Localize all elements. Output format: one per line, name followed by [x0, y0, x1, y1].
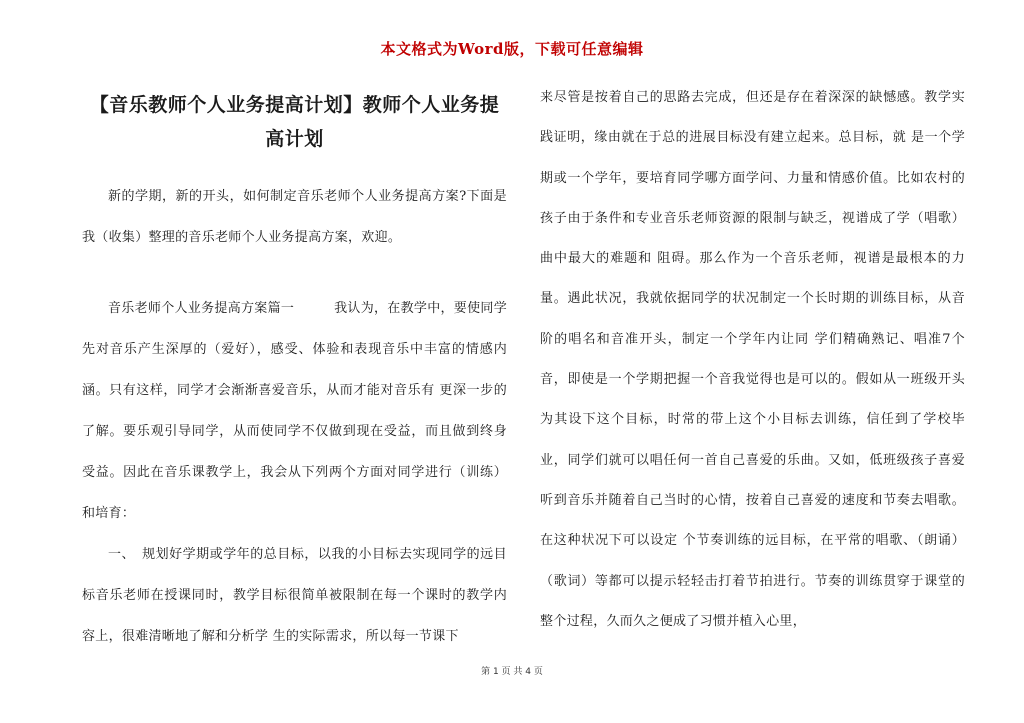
document-title: 【音乐教师个人业务提高计划】教师个人业务提高计划	[89, 94, 500, 150]
left-column	[82, 78, 507, 657]
continued-paragraph: 来尽管是按着自己的思路去完成，但还是存在着深深的缺憾感。教学实践证明，缘由就在于总的进展目标没有建立起来。总目标，就 是一个学期或一个学年，要培育同学哪方面学问、力量和情感价值。比如农村的孩子由于条件和专业音乐老师资源的限制与缺乏，视谱成了学（唱歌）曲中最大的难题和 阻碍。那么作为一个音乐老师，视谱是最根本的力量。遇此状况，我就依据同学的状况制定一个长时期的训练目标，从音阶的唱名和音准开头，制定一个学年内让同 学们精确熟记、唱准7个音，即使是一个学期把握一个音我觉得也是可以的。假如从一班级开头为其设下这个目标，时常的带上这个小目标去训练，信任到了学校毕 业，同学们就可以唱任何一首自己喜爱的乐曲。又如，低班级孩子喜爱听到音乐并随着自己当时的心情，按着自己喜爱的速度和节奏去唱歌。在这种状况下可以设定 个节奏训练的远目标，在平常的唱歌、（朗诵）（歌词）等都可以提示轻轻击打着节拍进行。节奏的训练贯穿于课堂的整个过程，久而久之便成了习惯并植入心里，	[540, 90, 965, 629]
document-banner: 本文格式为Word版，下载可任意编辑	[380, 40, 644, 58]
page-number-footer: 第 1 页 共 4 页	[481, 667, 543, 677]
paragraph-spacer	[82, 258, 507, 288]
intro-paragraph: 新的学期，新的开头，如何制定音乐老师个人业务提高方案?下面是我（收集）整理的音乐老师个人业务提高方案，欢迎。	[82, 189, 507, 245]
section-one-paragraph: 音乐老师个人业务提高方案篇一 我认为，在教学中，要使同学先对音乐产生深厚的（爱好），感受、体验和表现音乐中丰富的情感内涵。只有这样，同学才会渐渐喜爱音乐，从而才能对音乐有 更深一步的了解。要乐观引导同学，从而使同学不仅做到现在受益，而且做到终身受益。因此在音乐课教学上，我会从下列两个方面对同学进行（训练）和培育：	[82, 301, 508, 521]
right-column	[540, 78, 965, 642]
item-one-paragraph: 一、 规划好学期或学年的总目标，以我的小目标去实现同学的远目标音乐老师在授课同时，教学目标很简单被限制在每一个课时的教学内容上，很难清晰地了解和分析学 生的实际需求，所以每一节课下	[82, 547, 507, 644]
